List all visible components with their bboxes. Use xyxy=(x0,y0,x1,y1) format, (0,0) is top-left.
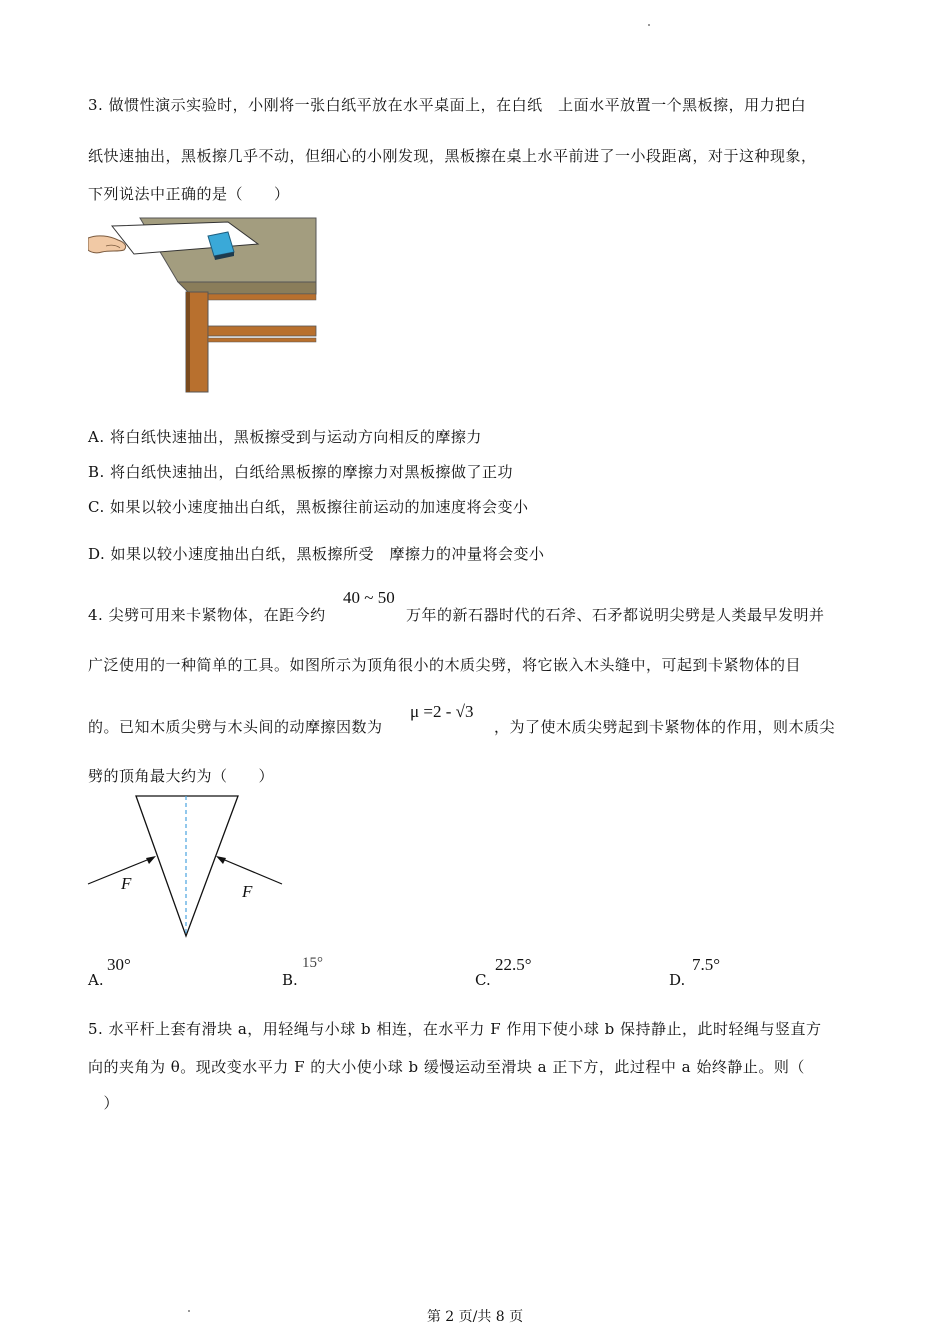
choice-c-value: 22.5° xyxy=(495,955,532,974)
choice-a-value: 30° xyxy=(107,955,131,974)
choice-d-value: 7.5° xyxy=(692,955,721,974)
speck-dot xyxy=(648,24,650,26)
q4-text-line3a: 的。已知木质尖劈与木头间的动摩擦因数为 xyxy=(88,718,383,736)
choice-c-letter: C. xyxy=(475,971,491,989)
force-label-right: F xyxy=(242,882,253,901)
q3-text-line2: 纸快速抽出，黑板擦几乎不动，但细心的小刚发现，黑板擦在桌上水平前进了一小段距离，对于这种现象， xyxy=(88,147,817,165)
q3-option-a: A. 将白纸快速抽出，黑板擦受到与运动方向相反的摩擦力 xyxy=(88,428,482,446)
q5-text-line1: 5. 水平杆上套有滑块 a，用轻绳与小球 b 相连，在水平力 F 作用下使小球 b 保持静止，此时轻绳与竖直方 xyxy=(88,1020,822,1038)
speck-dot xyxy=(188,1310,190,1312)
q3-option-c: C. 如果以较小速度抽出白纸，黑板擦往前运动的加速度将会变小 xyxy=(88,498,529,516)
wedge-diagram xyxy=(86,792,286,942)
q4-text-line3b: ，为了使木质尖劈起到卡紧物体的作用，则木质尖 xyxy=(494,718,836,736)
choice-b-value: 15° xyxy=(302,955,323,971)
choice-a-letter: A. xyxy=(88,971,104,989)
q3-option-b: B. 将白纸快速抽出，白纸给黑板擦的摩擦力对黑板擦做了正功 xyxy=(88,463,514,481)
q4-range: 40 ~ 50 xyxy=(343,588,395,607)
q4-mu: μ =2 - √3 xyxy=(410,702,474,721)
choice-d-letter: D. xyxy=(669,971,686,989)
page-footer: 第 2 页/共 8 页 xyxy=(426,1309,524,1325)
table-illustration xyxy=(88,214,320,396)
q4-text-line2: 广泛使用的一种简单的工具。如图所示为顶角很小的木质尖劈，将它嵌入木头缝中，可起到卡紧物体的目 xyxy=(88,656,802,674)
choice-b-letter: B. xyxy=(282,971,298,989)
force-label-left: F xyxy=(121,874,132,893)
q4-text-line4: 劈的顶角最大约为（ ） xyxy=(88,767,275,785)
q3-text-line3: 下列说法中正确的是（ ） xyxy=(88,185,290,203)
q5-text-line3: ） xyxy=(88,1094,120,1112)
q4-text-line1a: 4. 尖劈可用来卡紧物体，在距今约 xyxy=(88,606,326,624)
q5-text-line2: 向的夹角为 θ。现改变水平力 F 的大小使小球 b 缓慢运动至滑块 a 正下方，此过程中 a 始终静止。则（ xyxy=(88,1058,805,1076)
q3-text-line1: 3. 做惯性演示实验时，小刚将一张白纸平放在水平桌面上，在白纸 上面水平放置一个黑板擦，用力把白 xyxy=(88,96,807,114)
q4-text-line1b: 万年的新石器时代的石斧、石矛都说明尖劈是人类最早发明并 xyxy=(406,606,825,624)
q3-option-d: D. 如果以较小速度抽出白纸，黑板擦所受 摩擦力的冲量将会变小 xyxy=(88,545,545,563)
